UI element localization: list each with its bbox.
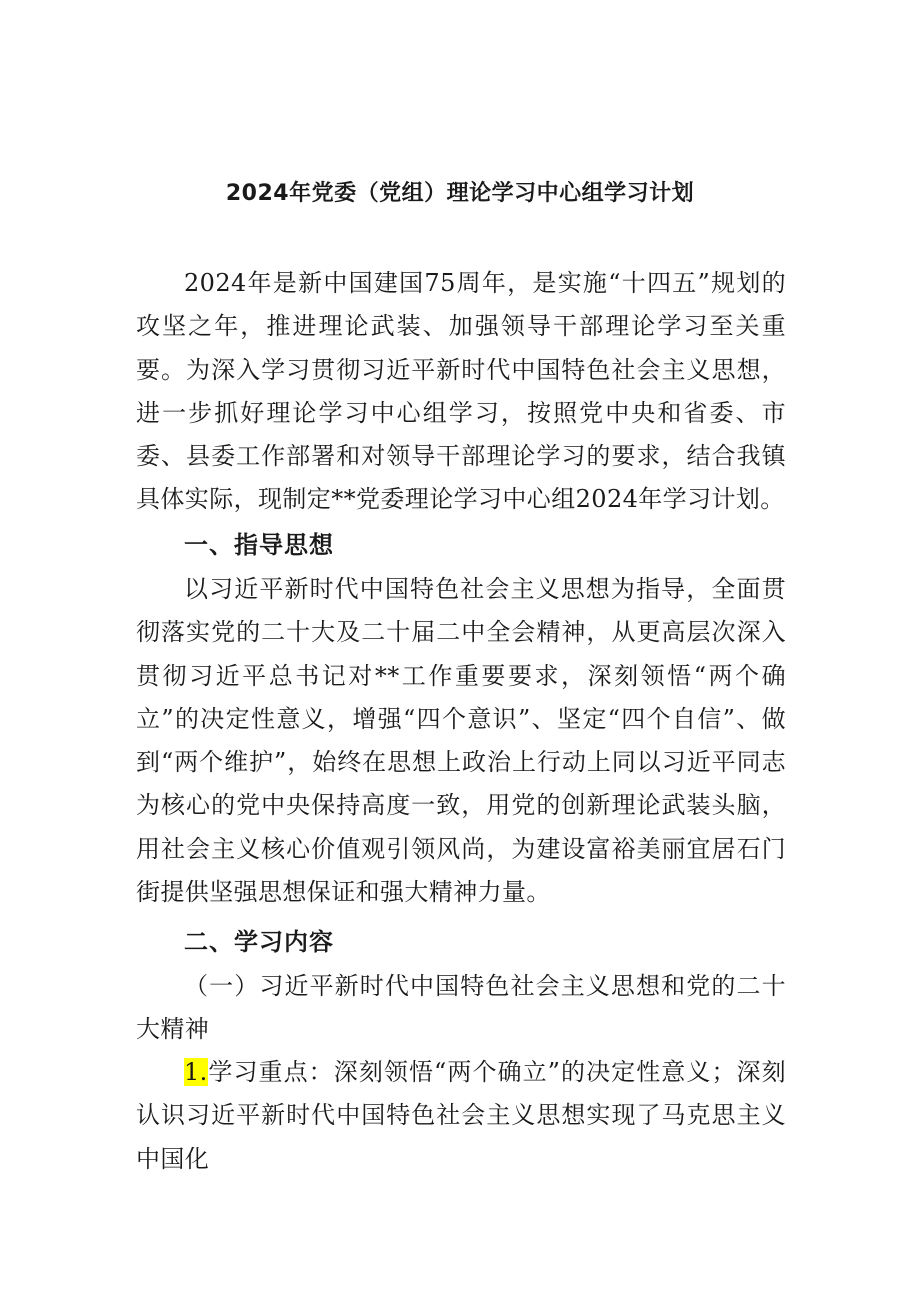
study-item-1 — [136, 1051, 786, 1181]
guiding-ideology-paragraph: 以习近平新时代中国特色社会主义思想为指导，全面贯彻落实党的二十大及二十届二中全会精神，从更高层次深入贯彻习近平总书记对**工作重要要求，深刻领悟“两个确立”的决定性意义，增强“四个意识”、坚定“四个自信”、做到“两个维护”，始终在思想上政治上行动上同以习近平同志为核心的党中央保持高度一致，用党的创新理论武装头脑，用社会主义核心价值观引领风尚，为建设富裕美丽宜居石门街提供坚强思想保证和强大精神力量。 — [136, 575, 786, 907]
section-heading-guiding-ideology: 一、指导思想 — [184, 531, 334, 559]
document-title: 2024年党委（党组）理论学习中心组学习计划 — [225, 181, 695, 206]
section-heading-study-content: 二、学习内容 — [184, 928, 334, 956]
item-number-highlight: 1. — [184, 1058, 208, 1086]
subsection-heading-xi-thought: （一）习近平新时代中国特色社会主义思想和党的二十大精神 — [136, 972, 786, 1044]
study-item-1-text: 学习重点：深刻领悟“两个确立”的决定性意义；深刻认识习近平新时代中国特色社会主义思想实现了马克思主义中国化 — [136, 1058, 786, 1173]
intro-paragraph: 2024年是新中国建国75周年，是实施“十四五”规划的攻坚之年，推进理论武装、加强领导干部理论学习至关重要。为深入学习贯彻习近平新时代中国特色社会主义思想，进一步抓好理论学习中心组学习，按照党中央和省委、市委、县委工作部署和对领导干部理论学习的要求，结合我镇具体实际，现制定**党委理论学习中心组2024年学习计划。 — [136, 269, 786, 514]
